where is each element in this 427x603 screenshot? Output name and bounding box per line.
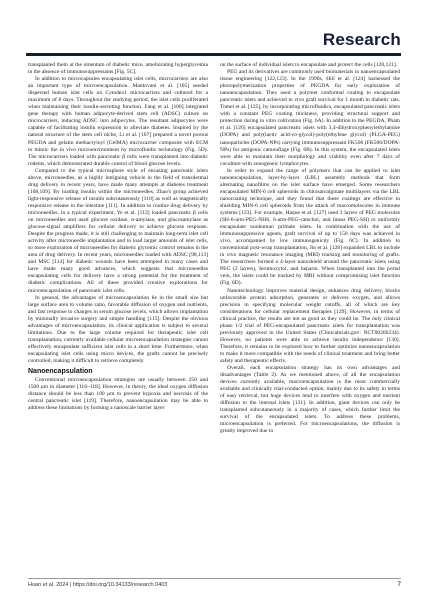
- paragraph: In general, the advantages of microencapsulation lie in the small size but large surface area to volume ratio, favorable diffusion of oxygen and nutrients, and fast response to changes in serum glucose levels, which allows implantation by minimally invasive surgery and simple handling [115]. Despite the obvious advantages of microencapsulation, its clinical application is subject to several limitations. Due to the large volume required for therapeutic islet cell transplantation, currently available cellular microencapsulation strategies cannot effectively encapsulate sufficient islet cells in a short time. Furthermore, when encapsulating islet cells using micro devices, the grafts cannot be precisely controlled, making it difficult to retrieve completely.: [28, 294, 208, 364]
- paragraph: Conventional microencapsulation strategies are usually between 250 and 1500 μm in diameter [116–118]. However, in theory, the ideal oxygen diffusion distance should be less than 100 μm to prevent hypoxia and necrosis of the central pancreatic islet [119]. Therefore, nanoencapsulation may be able to address these limitations by forming a nanoscale barrier layer: [28, 377, 208, 412]
- footer-rule: [28, 578, 401, 579]
- paragraph: Overall, each encapsulation strategy has its own advantages and disadvantages (Table 2). As we mentioned above, of all the encapsulation devices currently available, macroencapsulation is the most commercially available and clinically trial-conducted option, mainly due to its safety in terms of easy retrieval, but huge devices tend to interfere with oxygen and nutrient diffusion to the internal islets [131]. In addition, giant devices can only be transplanted subcutaneously in a majority of cases, which further limit the survival of the encapsulated islets. To address these problems, microencapsulation is preferred. For microencapsulations, the diffusion is greatly improved due to: [220, 365, 400, 435]
- page-number: 7: [397, 581, 401, 588]
- paragraph: transplanted them at the omentum of diabetic mice, ameliorating hyperglycemia in the absence of immunosuppressants [Fig. 5C].: [28, 62, 208, 76]
- section-heading: Nanoencapsulation: [28, 368, 93, 376]
- paragraph: Compared to the typical microsphere style of encasing pancreatic islets above, microneedles, as a highly intriguing vehicle in the field of transdermal drug delivery in recent years, have made many attempts at diabetes treatment [108,109]. By loading insulin within the microneedles, Zhao's group achieved light-responsive release of insulin subcutaneously [110] as well as magnetically responsive release in the intestine [111]. In addition to routine drug delivery by microneedles, in a typical experiment, Ye et al. [112] loaded pancreatic β cells on microneedles and used glucose oxidase, α-amylase, and glucosamylase as glucose-signal amplifiers for cellular delivery to achieve glucose response. Despite the progress made, it is still challenging to maintain long-term islet cell activity after microneedle implantation and to load larger amounts of islet cells, so more exploration of microneedles for diabetic glycemic control remains in the area of drug delivery. In recent years, microneedles loaded with ADSC [98,113] and MSC [114] for diabetic wounds have been attempted in many cases and have made many good advances, which suggests that microneedles encapsulating cells for delivery have a strong potential for the treatment of diabetic complications. All of these provided creative explorations for microencapsulation of pancreatic islet cells.: [28, 167, 208, 294]
- page-header: [26, 30, 401, 60]
- citation-link[interactable]: Huan et al. 2024 | https://doi.org/10.34133/research.0403: [28, 582, 168, 588]
- right-column: [220, 62, 400, 435]
- paragraph: PEG and its derivatives are commonly used biomaterials in nanoencapsulated tissue engineering [122,123]. In the 1990s, Hill et al. [124] harnessed the photopolymerization properties of PEGDA for early exploration of nanoencapsulation. They used a polymer conformal coating to encapsulate pancreatic islets and achieved in vivo graft survival for 1 month in diabetic rats. Tomei et al. [125], by incorporating microfluidics, encapsulated pancreatic islets with a constant PEG coating thickness, providing structural support and protection during in vitro cultivation (Fig. 6A). In addition to the PEGDA, Pham et al. [126] encapsulated pancreatic islets with 3,4-dihydroxyphenylethylamine (DOPA) and poly(lactic acid-co-glycol)-poly(ethylene glycol) (PLGA-PEG) nanoparticles (DOPA-NPs) carrying immunosuppressant FK506 (FK506/DOPA-NPs) for antigenic camouflage (Fig. 6B). In this system, the encapsulated islets were able to maintain their morphology and viability even after 7 days of coculture with xenogeneic lymphocytes.: [220, 69, 400, 167]
- paragraph: In addition to microcapsules encapsulating islet cells, microcarriers are also an important type of microencapsulation. Mantovani et al. [105] seeded dispersed human islet cells on Cytodex1 microcarriers and cultured for a maximum of 8 days. Throughout the studying period, the islet cells proliferated when maintaining their insulin-secreting function. Fang et al. [106] integrated gene therapy with human adipocyte-derived stem cell (ADSC) culture on microcarriers, inducing ADSC into adipocytes. The resultant adipocytes were capable of facilitating insulin expression to alleviate diabetes. Inspired by the natural structure of the stem cell niche, Li et al. [107] prepared a novel porous PEGDA and gelatin methacryloyl (GelMA) microcarrier composite with ECM to mimic the in vivo microenvironment by microfluidic technology (Fig. 5D). The microcarriers loaded with pancreatic β cells were transplanted into diabetic rodents, which demonstrated durable control of blood glucose levels.: [28, 76, 208, 167]
- paragraph: on the surface of individual islets to encapsulate and protect the cells [120,121].: [220, 62, 398, 68]
- section-title: Research: [322, 30, 401, 49]
- paragraph: Nanotechnology improves material design, enhances drug delivery, blocks unfavorable protein adsorption, generates or delivers oxygen, and allows precision in specifying molecular weight cutoffs, all of which are key considerations for cellular replacement therapies [129]. However, in terms of clinical practice, the results are not as good as they could be. The only clinical phase 1/2 trial of PEG-encapsulated pancreatic islets for transplantation was previously approved in the United States (Clinicaltrials.gov: NCT00260234). However, no patients were able to achieve insulin independence [130]. Therefore, it remains to be explored how to further optimize nanoencapsulation to make it more compatible with the needs of clinical treatment and bring better safety and therapeutic effects.: [220, 287, 400, 364]
- left-column: [28, 62, 208, 412]
- paragraph: In order to expand the range of polymers that can be applied to islet nanoencapsulation, layer-by-layer (LBL) assembly methods that form alternating nanofilms on the islet surface have emerged. Some researchers encapsulated MIN-6 cell spheroids in chitosan/alginate multilayers via the LBL nanocoating technique, and they found that these coatings are effective in shielding MIN-6 cell spheroids from the attack of macromolecules in immune systems [123]. For example, Haque et al. [127] used 3 layers of PEG molecules (SH-6-arm-PEG-NHS, 6-arm-PEG-catechol, and linear PEG-SH) to uniformly encapsulate nonhuman primate islets. In combination with the use of immunosuppressive agents, graft survival of up to 150 days was achieved in vivo, accompanied by low immunogenicity (Fig. 6C). In addition to conventional post-wrap transplantation, Jin et al. [128] expanded LBL to include in vivo magnetic resonance imaging (MRI) tracking and monitoring of grafts. The researchers formed a 4-layer nanoshield around the pancreatic islets using PEG (2 layers), ferumoxytol, and heparin. When transplanted into the portal vein, the islets could be tracked by MRI without compromising islet function (Fig. 6D).: [220, 167, 400, 287]
- header-rule: [26, 53, 401, 56]
- page-footer: [28, 578, 401, 588]
